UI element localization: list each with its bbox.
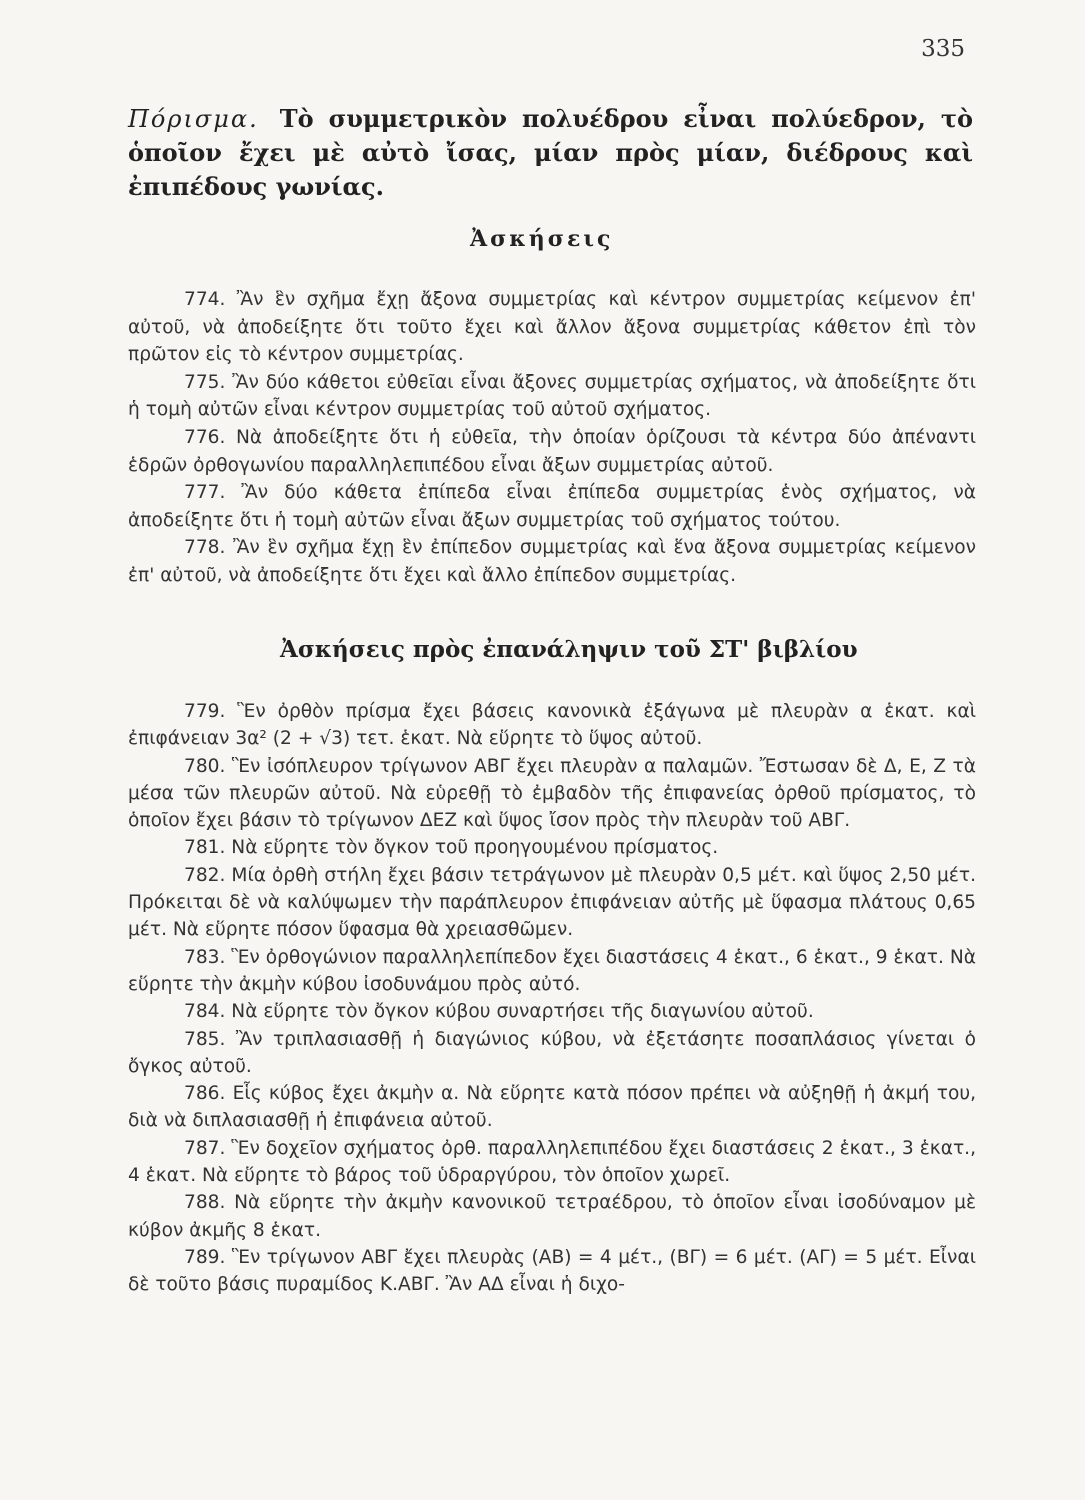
exercise-785: 785. Ἂν τριπλασιασθῇ ἡ διαγώνιος κύβου, νὰ ἐξετάσητε ποσαπλάσιος γίνεται ὁ ὄγκος αὐτοῦ. (128, 1028, 976, 1077)
exercise-list-2 (128, 698, 976, 1299)
exercise-list-1 (128, 286, 976, 590)
exercise-781: 781. Νὰ εὕρητε τὸν ὄγκον τοῦ προηγουμένου πρίσματος. (184, 837, 719, 859)
exercise-789: 789. Ἓν τρίγωνον ΑΒΓ ἔχει πλευρὰς (ΑΒ) = 4 μέτ., (ΒΓ) = 6 μέτ. (ΑΓ) = 5 μέτ. Εἶναι δὲ τοῦτο βάσις πυραμίδος Κ.ΑΒΓ. Ἂν ΑΔ εἶναι ἡ διχο- (128, 1246, 976, 1296)
exercise-779: 779. Ἓν ὀρθὸν πρίσμα ἔχει βάσεις κανονικὰ ἑξάγωνα μὲ πλευρὰν α ἑκατ. καὶ ἐπιφάνειαν 3α² (2 + √3) τετ. ἑκατ. Νὰ εὕρητε τὸ ὕψος αὐτοῦ. (128, 701, 976, 750)
exercise-787: 787. Ἓν δοχεῖον σχήματος ὀρθ. παραλληλεπιπέδου ἔχει διαστάσεις 2 ἑκατ., 3 ἑκατ., 4 ἑκατ. Νὰ εὕρητε τὸ βάρος τοῦ ὑδραργύρου, τὸν ὁποῖον χωρεῖ. (128, 1137, 976, 1187)
exercise-786: 786. Εἷς κύβος ἔχει ἀκμὴν α. Νὰ εὕρητε κατὰ πόσον πρέπει νὰ αὐξηθῇ ἡ ἀκμή του, διὰ νὰ διπλασιασθῇ ἡ ἐπιφάνεια αὐτοῦ. (128, 1083, 976, 1132)
exercise-784: 784. Νὰ εὕρητε τὸν ὄγκον κύβου συναρτήσει τῆς διαγωνίου αὐτοῦ. (184, 1001, 814, 1023)
corollary-text: Τὸ συμμετρικὸν πολυέδρου εἶναι πολύεδρον, τὸ ὁποῖον ἔχει μὲ αὐτὸ ἴσας, μίαν πρὸς μίαν, διέδρους καὶ ἐπιπέδους γωνίας. (128, 104, 973, 201)
exercise-775: 775. Ἂν δύο κάθετοι εὐθεῖαι εἶναι ἄξονες συμμετρίας σχήματος, νὰ ἀποδείξητε ὅτι ἡ τομὴ αὐτῶν εἶναι κέντρον συμμετρίας τοῦ αὐτοῦ σχήματος. (128, 371, 976, 421)
exercise-776: 776. Νὰ ἀποδείξητε ὅτι ἡ εὐθεῖα, τὴν ὁποίαν ὁρίζουσι τὰ κέντρα δύο ἀπέναντι ἑδρῶν ὀρθογωνίου παραλληλεπιπέδου εἶναι ἄξων συμμετρίας αὐτοῦ. (128, 426, 976, 476)
corollary-paragraph (128, 102, 973, 204)
exercise-774: 774. Ἂν ἓν σχῆμα ἔχῃ ἄξονα συμμετρίας καὶ κέντρον συμμετρίας κείμενον ἐπ' αὐτοῦ, νὰ ἀποδείξητε ὅτι τοῦτο ἔχει καὶ ἄλλον ἄξονα συμμετρίας κάθετον ἐπὶ τὸν πρῶτον εἰς τὸ κέντρον συμμετρίας. (128, 289, 976, 366)
page-number: 335 (921, 36, 965, 62)
exercise-780: 780. Ἓν ἰσόπλευρον τρίγωνον ΑΒΓ ἔχει πλευρὰν α παλαμῶν. Ἔστωσαν δὲ Δ, Ε, Ζ τὰ μέσα τῶν πλευρῶν αὐτοῦ. Νὰ εὑρεθῇ τὸ ἐμβαδὸν τῆς ἐπιφανείας ὀρθοῦ πρίσματος, τὸ ὁποῖον ἔχει βάσιν τὸ τρίγωνον ΔΕΖ καὶ ὕψος ἴσον πρὸς τὴν πλευρὰν τοῦ ΑΒΓ. (128, 755, 976, 832)
exercise-782: 782. Μία ὀρθὴ στήλη ἔχει βάσιν τετράγωνον μὲ πλευρὰν 0,5 μέτ. καὶ ὕψος 2,50 μέτ. Πρόκειται δὲ νὰ καλύψωμεν τὴν παράπλευρον ἐπιφάνειαν αὐτῆς μὲ ὕφασμα πλάτους 0,65 μέτ. Νὰ εὕρητε πόσον ὕφασμα θὰ χρειασθῶμεν. (128, 864, 976, 941)
exercise-778: 778. Ἂν ἓν σχῆμα ἔχῃ ἓν ἐπίπεδον συμμετρίας καὶ ἕνα ἄξονα συμμετρίας κείμενον ἐπ' αὐτοῦ, νὰ ἀποδείξητε ὅτι ἔχει καὶ ἄλλο ἐπίπεδον συμμετρίας. (128, 537, 976, 586)
exercise-777: 777. Ἂν δύο κάθετα ἐπίπεδα εἶναι ἐπίπεδα συμμετρίας ἑνὸς σχήματος, νὰ ἀποδείξητε ὅτι ἡ τομὴ αὐτῶν εἶναι ἄξων συμμετρίας τοῦ σχήματος τούτου. (128, 482, 976, 531)
exercise-783: 783. Ἓν ὀρθογώνιον παραλληλεπίπεδον ἔχει διαστάσεις 4 ἑκατ., 6 ἑκατ., 9 ἑκατ. Νὰ εὕρητε τὴν ἀκμὴν κύβου ἰσοδυνάμου πρὸς αὐτό. (128, 946, 976, 995)
corollary-label: Πόρισμα. (128, 105, 259, 133)
section-heading-review: Ἀσκήσεις πρὸς ἐπανάληψιν τοῦ ΣΤ' βιβλίου (280, 636, 858, 663)
section-heading-exercises: Ἀσκήσεις (470, 226, 614, 252)
exercise-788: 788. Νὰ εὕρητε τὴν ἀκμὴν κανονικοῦ τετραέδρου, τὸ ὁποῖον εἶναι ἰσοδύναμον μὲ κύβον ἀκμῆς 8 ἑκατ. (128, 1192, 976, 1241)
